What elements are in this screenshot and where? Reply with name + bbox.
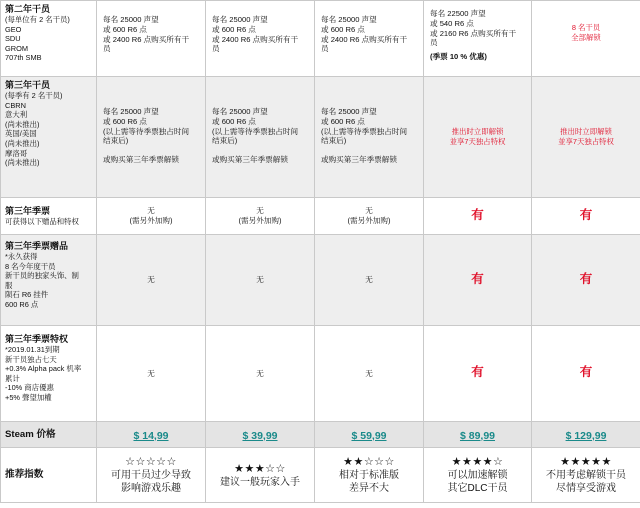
row-label: 第三年季票赠品 *永久获得 8 名今年度干员 新干员的独家头饰、制 服 陨石 R6 挂件 600 R6 点 xyxy=(1,235,97,326)
cell-standard: 无 (需另外加购) xyxy=(97,198,206,235)
row-label: 第三年季票 可获得以下赠品和特权 xyxy=(1,198,97,235)
cell-advanced: 无 (需另外加购) xyxy=(206,198,315,235)
cell-ultimate: 推出时立即解锁 並享7天独占特权 xyxy=(532,77,640,198)
cell-complete: 有 xyxy=(424,326,532,422)
row-title: 第三年季票赠品 xyxy=(5,241,69,251)
cell-gold: 无 (需另外加购) xyxy=(315,198,424,235)
cell-gold: 每名 25000 声望 或 600 R6 点 (以上需等待季票独占时间 结束后) 或购买第三年季票解锁 xyxy=(315,77,424,198)
cell-standard: 无 xyxy=(97,235,206,326)
price-link-standard[interactable]: $ 14,99 xyxy=(133,429,169,442)
cell-gold: 无 xyxy=(315,326,424,422)
cell-gold: 无 xyxy=(315,235,424,326)
cell-ultimate: 有 xyxy=(532,235,640,326)
cell-advanced: 无 xyxy=(206,326,315,422)
cell-gold xyxy=(315,422,424,448)
price-link-complete[interactable]: $ 89,99 xyxy=(459,429,496,442)
row-label: 第三年季票特权 *2019.01.31到期 新干员独占七天 +0.3% Alpha pack 机率 累计 -10% 商店優惠 +5% 聲望加權 xyxy=(1,326,97,422)
cell-standard: ☆☆☆☆☆ 可用干员过少导致 影响游戏乐趣 xyxy=(97,448,206,503)
cell-gold: 每名 25000 声望 或 600 R6 点 或 2400 R6 点购买所有干 员 xyxy=(315,1,424,77)
star-rating: ☆☆☆☆☆ xyxy=(125,455,177,468)
row-title: 第二年干员 xyxy=(5,4,51,14)
row-title: 推荐指数 xyxy=(5,469,44,481)
star-rating: ★★★★☆ xyxy=(451,455,504,468)
row-title: 第三年季票 xyxy=(5,205,51,216)
row-title: 第三年干员 xyxy=(5,80,51,90)
cell-standard: 每名 25000 声望 或 600 R6 点 (以上需等待季票独占时间 结束后) 或购买第三年季票解锁 xyxy=(97,77,206,198)
row-pass-gifts xyxy=(1,235,640,326)
cell-standard xyxy=(97,422,206,448)
cell-gold: ★★☆☆☆ 相对于标准版 差异不大 xyxy=(315,448,424,503)
star-rating: ★★★★★ xyxy=(560,455,612,468)
cell-complete: 每名 22500 声望 或 540 R6 点 或 2160 R6 点购买所有干 员 (季票 10 % 优惠) xyxy=(424,1,532,77)
cell-advanced xyxy=(206,422,315,448)
row-steam-price xyxy=(1,422,640,448)
cell-advanced: 无 xyxy=(206,235,315,326)
cell-complete: 有 xyxy=(424,198,532,235)
row-label xyxy=(1,422,97,448)
row-year3-operators xyxy=(1,77,640,198)
row-title: 第三年季票特权 xyxy=(5,334,69,344)
row-label: 第三年干员 (每季有 2 名干员) CBRN 意大利 (尚未推出) 英国/美国 (尚未推出) 摩洛哥 (尚未推出) xyxy=(1,77,97,198)
cell-ultimate: 有 xyxy=(532,326,640,422)
row-recommendation xyxy=(1,448,640,503)
cell-complete: 推出时立即解锁 並享7天独占特权 xyxy=(424,77,532,198)
price-link-advanced[interactable]: $ 39,99 xyxy=(242,429,278,442)
row-label: 第二年干员 (每单位有 2 名干员) GEO SDU GROM 707th SMB xyxy=(1,1,97,77)
star-rating: ★★★☆☆ xyxy=(234,461,286,475)
cell-advanced: ★★★☆☆ 建议一般玩家入手 xyxy=(206,448,315,503)
cell-ultimate xyxy=(532,422,640,448)
row-label xyxy=(1,448,97,503)
discount-note: (季票 10 % 优惠) xyxy=(430,52,487,62)
row-year3-pass xyxy=(1,198,640,235)
cell-advanced: 每名 25000 声望 或 600 R6 点 或 2400 R6 点购买所有干 员 xyxy=(206,1,315,77)
cell-complete: ★★★★☆ 可以加速解锁 其它DLC干员 xyxy=(424,448,532,503)
cell-standard: 无 xyxy=(97,326,206,422)
star-rating: ★★☆☆☆ xyxy=(343,455,395,468)
row-title: Steam 价格 xyxy=(5,428,56,440)
row-pass-perks xyxy=(1,326,640,422)
row-year2-operators xyxy=(1,1,640,77)
cell-complete xyxy=(424,422,532,448)
cell-ultimate: 8 名干员 全部解锁 xyxy=(532,1,640,77)
cell-advanced: 每名 25000 声望 或 600 R6 点 (以上需等待季票独占时间 结束后) 或购买第三年季票解锁 xyxy=(206,77,315,198)
cell-ultimate: 有 xyxy=(532,198,640,235)
cell-standard: 每名 25000 声望 或 600 R6 点 或 2400 R6 点购买所有干 员 xyxy=(97,1,206,77)
price-link-gold[interactable]: $ 59,99 xyxy=(351,429,387,442)
price-link-ultimate[interactable]: $ 129,99 xyxy=(565,429,607,442)
cell-ultimate: ★★★★★ 不用考虑解锁干员 尽情享受游戏 xyxy=(532,448,640,503)
cell-complete: 有 xyxy=(424,235,532,326)
